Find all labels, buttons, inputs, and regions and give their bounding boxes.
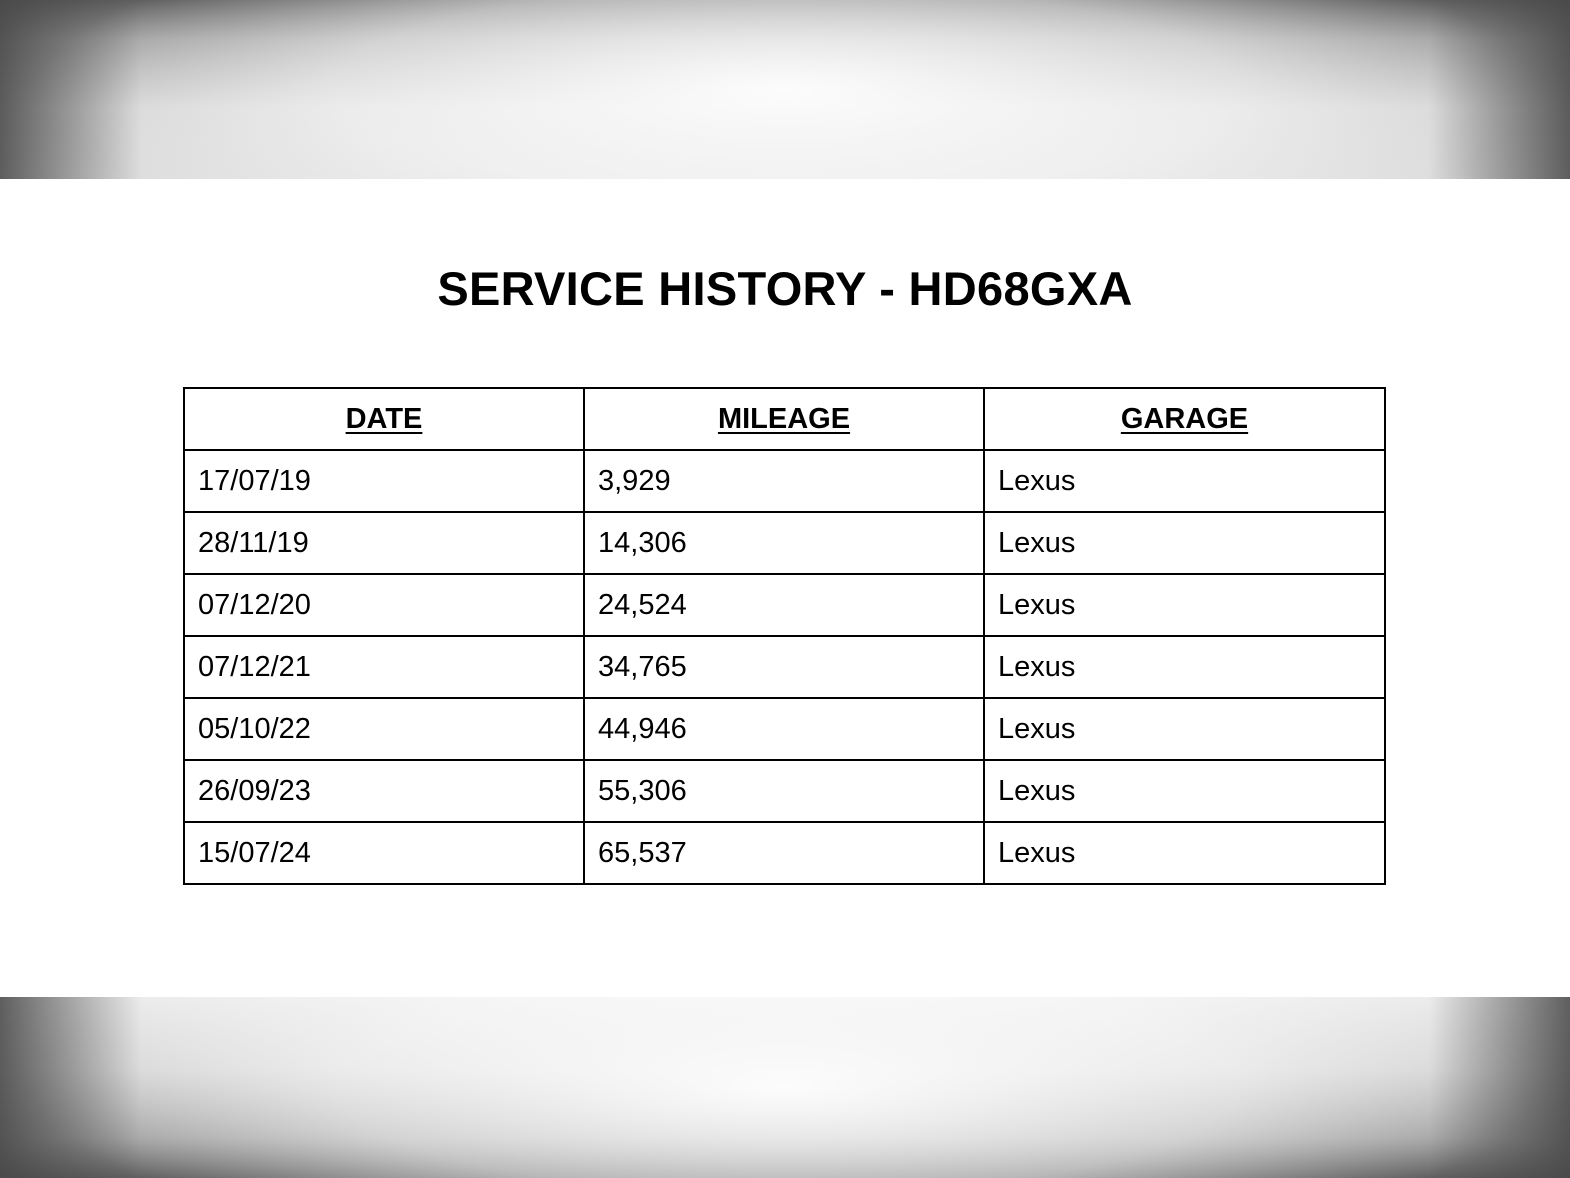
mileage-cell: 3,929: [584, 450, 984, 512]
bottom-vignette-band: [0, 997, 1570, 1178]
table-row: [184, 822, 1385, 884]
date-cell: 05/10/22: [184, 698, 584, 760]
table-row: [184, 760, 1385, 822]
garage-cell: Lexus: [984, 698, 1385, 760]
page-title: SERVICE HISTORY - HD68GXA: [437, 262, 1133, 315]
column-header-mileage: MILEAGE: [584, 388, 984, 450]
garage-cell: Lexus: [984, 450, 1385, 512]
date-cell: 28/11/19: [184, 512, 584, 574]
mileage-cell: 44,946: [584, 698, 984, 760]
date-cell: 07/12/20: [184, 574, 584, 636]
garage-cell: Lexus: [984, 822, 1385, 884]
column-header-date: DATE: [184, 388, 584, 450]
date-cell: 17/07/19: [184, 450, 584, 512]
date-cell: 07/12/21: [184, 636, 584, 698]
document-page: [0, 179, 1570, 997]
garage-cell: Lexus: [984, 760, 1385, 822]
mileage-cell: 55,306: [584, 760, 984, 822]
table-row: [184, 512, 1385, 574]
mileage-cell: 34,765: [584, 636, 984, 698]
service-history-table: [183, 387, 1386, 885]
table-row: [184, 698, 1385, 760]
mileage-cell: 14,306: [584, 512, 984, 574]
column-header-garage: GARAGE: [984, 388, 1385, 450]
table-row: [184, 574, 1385, 636]
table-header-row: [184, 388, 1385, 450]
table-row: [184, 636, 1385, 698]
garage-cell: Lexus: [984, 512, 1385, 574]
garage-cell: Lexus: [984, 574, 1385, 636]
date-cell: 26/09/23: [184, 760, 584, 822]
garage-cell: Lexus: [984, 636, 1385, 698]
mileage-cell: 24,524: [584, 574, 984, 636]
table-row: [184, 450, 1385, 512]
date-cell: 15/07/24: [184, 822, 584, 884]
mileage-cell: 65,537: [584, 822, 984, 884]
top-vignette-band: [0, 0, 1570, 179]
